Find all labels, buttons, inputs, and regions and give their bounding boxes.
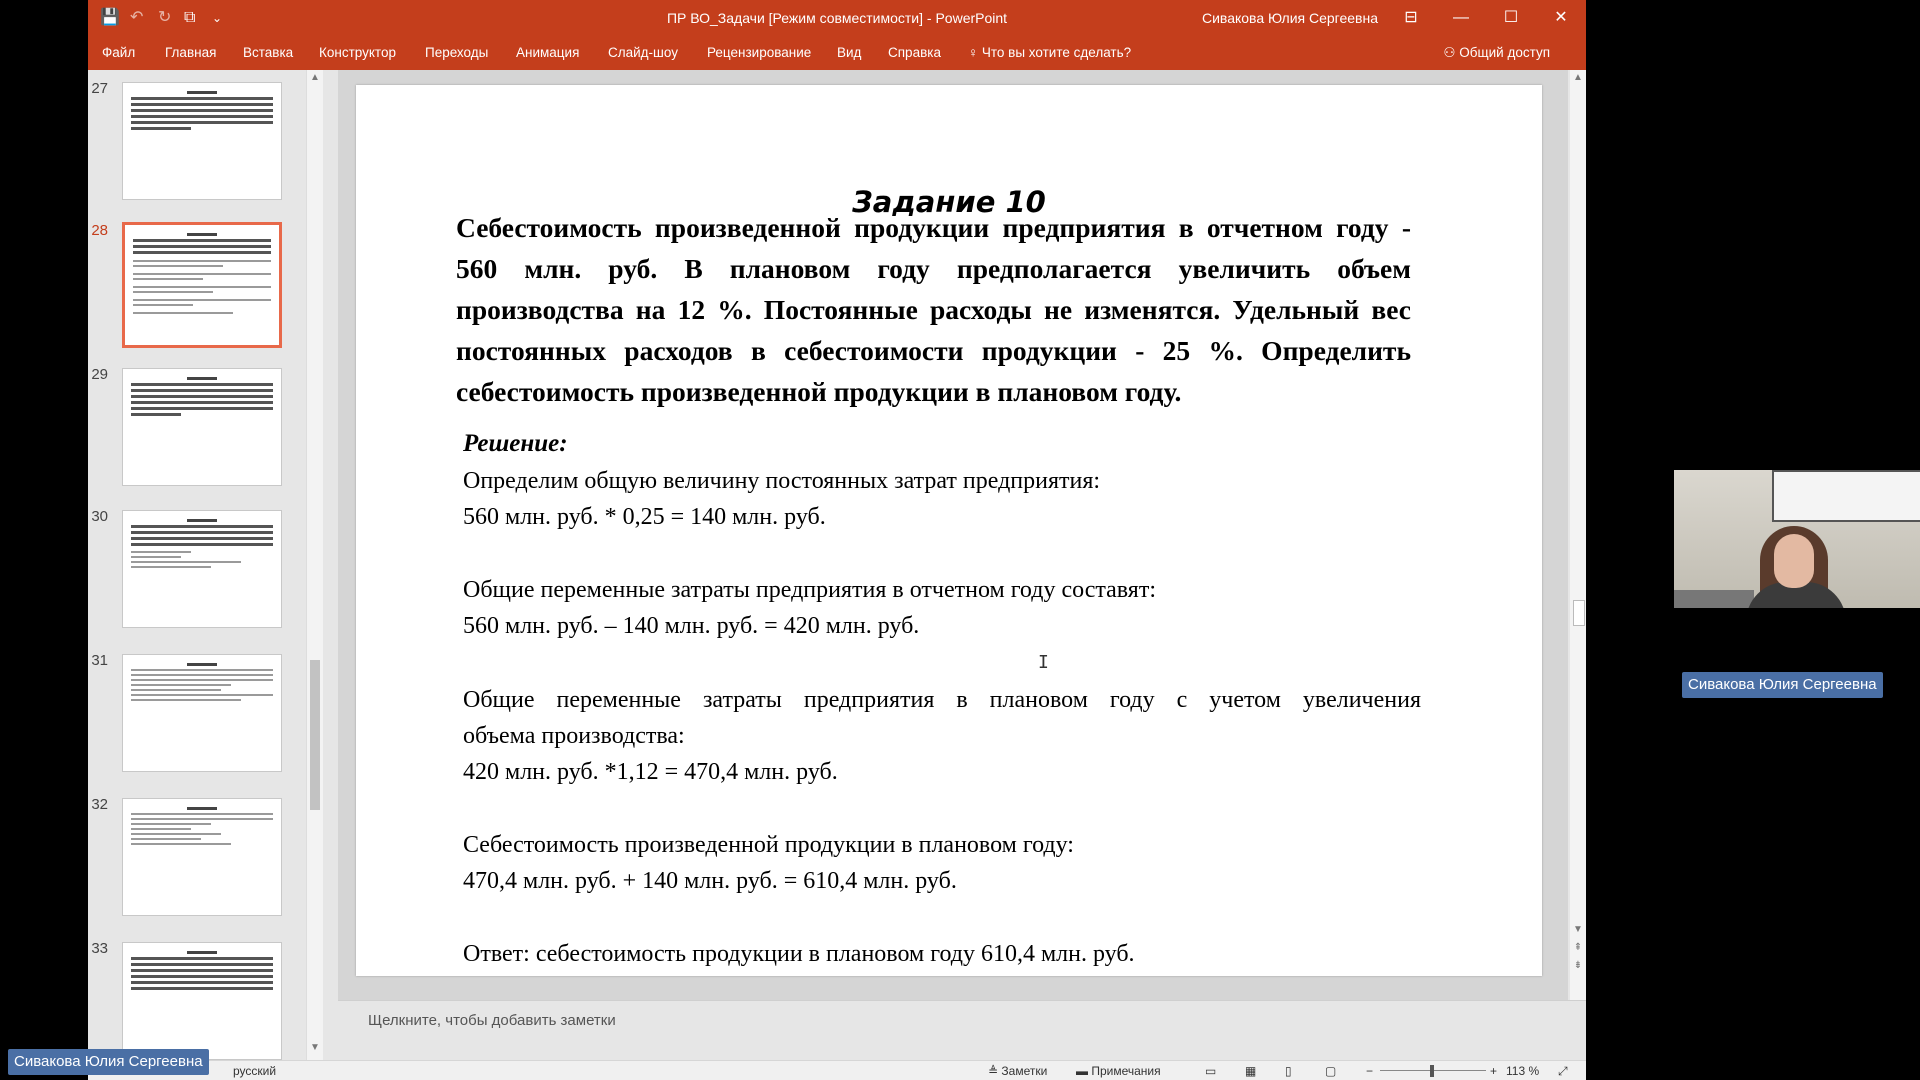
notes-pane[interactable] — [338, 1000, 1586, 1041]
slide-scrollbar[interactable] — [1570, 70, 1586, 1000]
share-label: Общий доступ — [1459, 45, 1550, 60]
notes-toggle[interactable] — [988, 1061, 1047, 1080]
redo-icon[interactable]: ↻ — [158, 9, 172, 26]
slide-thumbnails-pane — [88, 70, 328, 1060]
powerpoint-window — [88, 0, 1586, 1080]
slide-number: 28 — [91, 222, 108, 239]
slideshow-view-icon[interactable]: ▢ — [1325, 1064, 1337, 1078]
normal-view-icon[interactable]: ▭ — [1205, 1064, 1217, 1078]
scroll-up-icon[interactable]: ▲ — [310, 72, 320, 83]
scroll-down-icon[interactable]: ▼ — [1573, 924, 1583, 935]
slide-editor — [338, 70, 1568, 1000]
slide-number: 30 — [91, 508, 108, 525]
solution-line[interactable]: 470,4 млн. руб. + 140 млн. руб. = 610,4 млн. руб. — [463, 868, 957, 894]
tab-file[interactable]: Файл — [102, 45, 136, 60]
scrollbar-thumb[interactable] — [310, 660, 320, 810]
maximize-button[interactable]: ☐ — [1503, 9, 1519, 26]
notes-label: Заметки — [1001, 1064, 1048, 1078]
slide-thumbnail-active[interactable] — [122, 222, 282, 348]
start-from-beginning-icon[interactable]: ⧉ — [184, 9, 196, 26]
slide-number: 32 — [91, 796, 108, 813]
scroll-up-icon[interactable]: ▲ — [1573, 72, 1583, 83]
customize-toolbar-icon[interactable]: ⌄ — [212, 11, 223, 25]
previous-slide-icon[interactable]: ⇞ — [1573, 942, 1583, 953]
slide-number: 33 — [91, 940, 108, 957]
reading-view-icon[interactable]: ▯ — [1285, 1064, 1292, 1078]
slide-thumbnail[interactable] — [122, 510, 282, 628]
tab-transitions[interactable]: Переходы — [425, 45, 489, 60]
participant-name-badge: Сивакова Юлия Сергеевна — [1682, 672, 1883, 698]
scrollbar-thumb[interactable] — [1573, 600, 1585, 626]
solution-line[interactable]: Определим общую величину постоянных затрат предприятия: — [463, 468, 1101, 494]
scroll-down-icon[interactable]: ▼ — [310, 1042, 320, 1053]
slide-number: 31 — [91, 652, 108, 669]
title-bar — [88, 0, 1586, 36]
account-name[interactable]: Сивакова Юлия Сергеевна — [1201, 10, 1378, 26]
answer-line[interactable]: Ответ: себестоимость продукции в плановом году 610,4 млн. руб. — [463, 941, 1135, 967]
slide-thumbnail[interactable] — [122, 368, 282, 486]
tell-me-box[interactable] — [968, 36, 1131, 70]
notes-placeholder[interactable]: Щелкните, чтобы добавить заметки — [368, 1012, 616, 1029]
comments-toggle[interactable] — [1076, 1061, 1161, 1080]
solution-line[interactable]: Общие переменные затраты предприятия в отчетном году составят: — [463, 577, 1156, 603]
window-title: ПР ВО_Задачи [Режим совместимости] - PowerPoint — [666, 10, 1008, 26]
tab-design[interactable]: Конструктор — [319, 45, 396, 60]
minimize-button[interactable]: — — [1453, 9, 1469, 26]
undo-icon[interactable]: ↶ — [130, 9, 144, 26]
problem-statement[interactable]: Себестоимость произведенной продукции предприятия в отчетном году - 560 млн. руб. В плановом году предполагается увеличить объем производства на 12 %. Постоянные расходы не изменятся. Удельный вес постоянных расходов в себестоимости продукции - 25 %. Определить себестоимость произведенной продукции в плановом году. — [456, 212, 1411, 407]
close-button[interactable]: ✕ — [1554, 9, 1568, 26]
language-indicator[interactable]: русский — [233, 1064, 277, 1078]
comment-icon: ▬ — [1076, 1064, 1088, 1078]
notes-icon: ≜ — [988, 1064, 999, 1078]
fit-slide-icon[interactable]: ⤢ — [1558, 1064, 1568, 1078]
self-name-badge: Сивакова Юлия Сергеевна — [8, 1049, 209, 1075]
tab-insert[interactable]: Вставка — [243, 45, 294, 60]
solution-line[interactable]: 560 млн. руб. * 0,25 = 140 млн. руб. — [463, 504, 826, 530]
solution-heading[interactable]: Решение: — [463, 430, 568, 457]
tab-animations[interactable]: Анимация — [516, 45, 580, 60]
text-cursor-icon: I — [1038, 652, 1049, 673]
solution-line[interactable]: Себестоимость произведенной продукции в плановом году: — [463, 832, 1074, 858]
tab-slideshow[interactable]: Слайд-шоу — [608, 45, 678, 60]
webcam-video[interactable] — [1674, 470, 1920, 608]
slide-thumbnail[interactable] — [122, 798, 282, 916]
slide-sorter-icon[interactable]: ▦ — [1245, 1064, 1257, 1078]
solution-line[interactable]: Общие переменные затраты предприятия в плановом году с учетом увеличения — [463, 687, 1421, 713]
zoom-level[interactable]: 113 % — [1506, 1064, 1540, 1078]
tab-home[interactable]: Главная — [165, 45, 217, 60]
status-bar — [88, 1060, 1586, 1080]
tell-me-label: Что вы хотите сделать? — [981, 45, 1132, 60]
lightbulb-icon: ♀ — [968, 45, 979, 60]
share-button[interactable] — [1443, 36, 1550, 70]
zoom-slider-handle[interactable] — [1430, 1065, 1434, 1077]
slide-number: 27 — [91, 80, 108, 97]
slide-thumbnail[interactable] — [122, 654, 282, 772]
slide-thumbnail[interactable] — [122, 82, 282, 200]
thumbnails-scrollbar[interactable] — [306, 70, 323, 1060]
ribbon-display-options-icon[interactable]: ⊟ — [1404, 9, 1418, 26]
ribbon-tabs — [88, 36, 1586, 70]
person-icon: ⚇ — [1443, 45, 1456, 60]
zoom-in-icon[interactable]: + — [1490, 1064, 1498, 1078]
tab-review[interactable]: Рецензирование — [707, 45, 812, 60]
slide-title[interactable]: Задание 10 — [852, 185, 1046, 219]
solution-line[interactable]: объема производства: — [463, 723, 685, 749]
slide-canvas[interactable] — [356, 85, 1542, 976]
solution-line[interactable]: 420 млн. руб. *1,12 = 470,4 млн. руб. — [463, 759, 838, 785]
next-slide-icon[interactable]: ⇟ — [1573, 960, 1583, 971]
save-icon[interactable]: 💾 — [100, 9, 120, 26]
tab-help[interactable]: Справка — [888, 45, 941, 60]
solution-line[interactable]: 560 млн. руб. – 140 млн. руб. = 420 млн. руб. — [463, 613, 920, 639]
slide-thumbnail[interactable] — [122, 942, 282, 1060]
zoom-out-icon[interactable]: − — [1366, 1064, 1374, 1078]
tab-view[interactable]: Вид — [837, 45, 862, 60]
comments-label: Примечания — [1091, 1064, 1161, 1078]
slide-number: 29 — [91, 366, 108, 383]
